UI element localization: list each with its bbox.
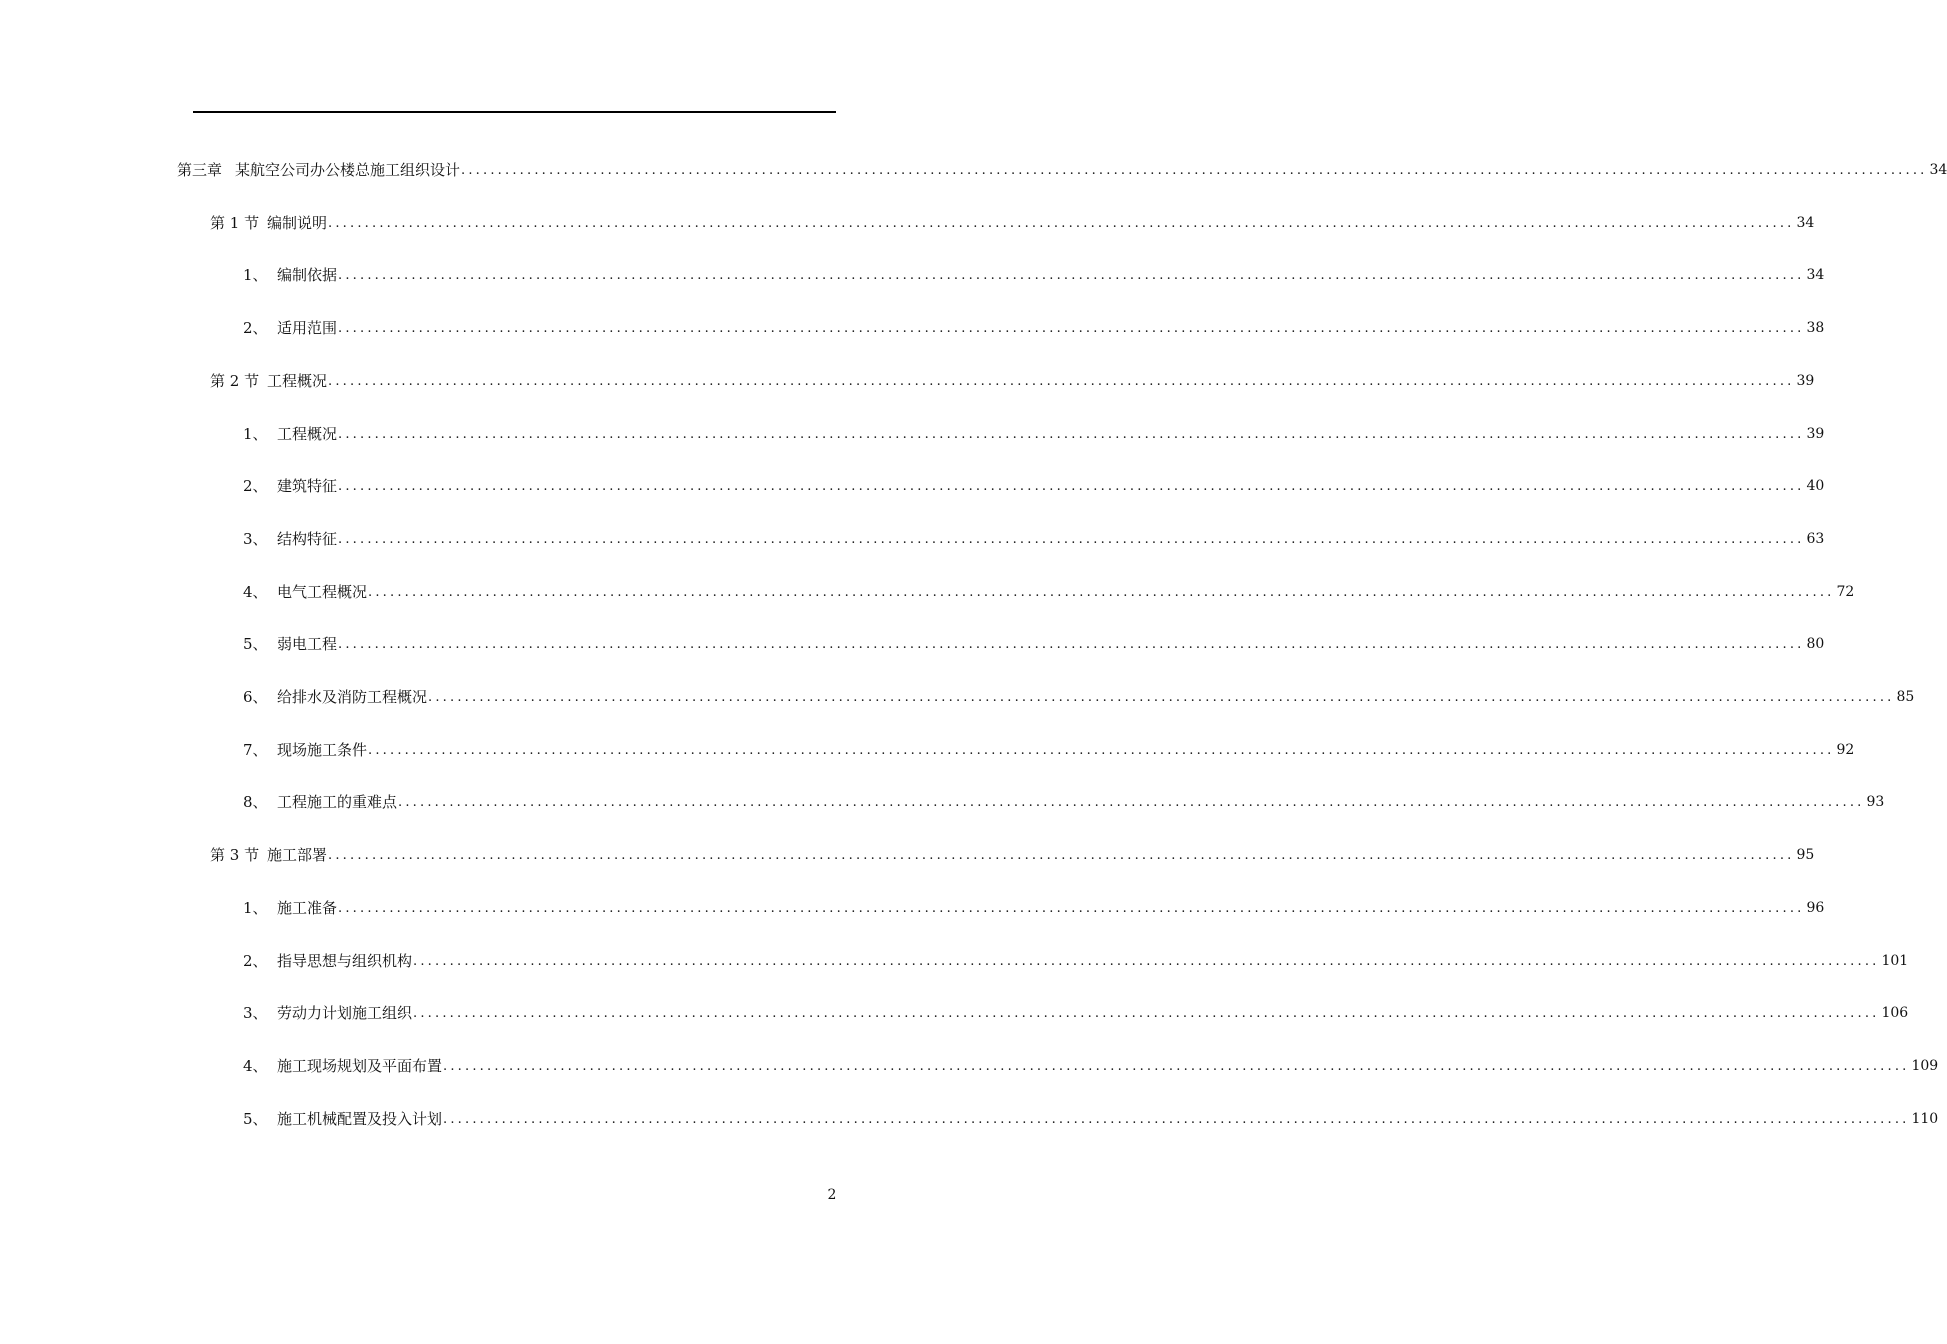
toc-entry-title: 编制依据 (277, 266, 338, 284)
toc-entry-page-number: 106 (1881, 1005, 1909, 1021)
toc-dot-leader: ........................................................................................................................................................................................................ (368, 585, 1835, 600)
toc-entry-title: 适用范围 (277, 319, 338, 337)
header-rule (193, 111, 836, 113)
toc-dot-leader: ........................................................................................................................................................................................................ (328, 848, 1795, 863)
toc-entry-number: 1、 (243, 899, 268, 917)
toc-entry-number: 6、 (243, 688, 268, 706)
toc-entry-item[interactable] (243, 633, 1825, 655)
toc-entry-chapter[interactable] (177, 159, 1947, 181)
toc-entry-number: 1、 (243, 266, 268, 284)
page-number: 2 (827, 1187, 837, 1203)
toc-entry-title: 弱电工程 (277, 635, 338, 653)
toc-entry-title: 劳动力计划施工组织 (277, 1004, 413, 1022)
toc-dot-leader: ........................................................................................................................................................................................................ (368, 743, 1835, 758)
toc-entry-title: 施工部署 (267, 846, 328, 864)
toc-entry-page-number: 39 (1796, 373, 1815, 389)
toc-entry-number: 4、 (243, 1057, 268, 1075)
toc-entry-page-number: 92 (1836, 742, 1855, 758)
toc-entry-number: 第 3 节 (210, 846, 260, 864)
toc-entry-title: 给排水及消防工程概况 (277, 688, 428, 706)
toc-dot-leader: ........................................................................................................................................................................................................ (443, 1059, 1910, 1074)
toc-entry-page-number: 85 (1896, 689, 1915, 705)
toc-dot-leader: ........................................................................................................................................................................................................ (398, 795, 1865, 810)
toc-entry-number: 5、 (243, 1110, 268, 1128)
toc-entry-title: 施工准备 (277, 899, 338, 917)
toc-entry-number: 1、 (243, 425, 268, 443)
toc-dot-leader: ........................................................................................................................................................................................................ (428, 690, 1895, 705)
toc-entry-number: 第 2 节 (210, 372, 260, 390)
toc-entry-page-number: 101 (1881, 953, 1909, 969)
toc-entry-page-number: 109 (1911, 1058, 1939, 1074)
toc-entry-number: 2、 (243, 952, 268, 970)
toc-entry-number: 第 1 节 (210, 214, 260, 232)
toc-dot-leader: ........................................................................................................................................................................................................ (338, 321, 1805, 336)
toc-entry-title: 结构特征 (277, 530, 338, 548)
toc-entry-title: 施工机械配置及投入计划 (277, 1110, 443, 1128)
toc-entry-title: 施工现场规划及平面布置 (277, 1057, 443, 1075)
toc-entry-number: 第三章 (177, 161, 223, 179)
toc-entry-item[interactable] (243, 739, 1855, 761)
toc-entry-page-number: 34 (1806, 267, 1825, 283)
toc-entry-item[interactable] (243, 475, 1825, 497)
toc-dot-leader: ........................................................................................................................................................................................................ (338, 637, 1805, 652)
toc-entry-page-number: 72 (1836, 584, 1855, 600)
toc-entry-title: 编制说明 (267, 214, 328, 232)
toc-entry-number: 3、 (243, 1004, 268, 1022)
toc-entry-item[interactable] (243, 264, 1825, 286)
toc-entry-item[interactable] (243, 1108, 1939, 1130)
toc-entry-title: 某航空公司办公楼总施工组织设计 (235, 161, 461, 179)
toc-dot-leader: ........................................................................................................................................................................................................ (338, 479, 1805, 494)
toc-entry-number: 8、 (243, 793, 268, 811)
toc-dot-leader: ........................................................................................................................................................................................................ (338, 532, 1805, 547)
toc-dot-leader: ........................................................................................................................................................................................................ (338, 427, 1805, 442)
toc-entry-page-number: 39 (1806, 426, 1825, 442)
toc-entry-title: 工程概况 (277, 425, 338, 443)
toc-entry-item[interactable] (243, 686, 1915, 708)
toc-entry-number: 4、 (243, 583, 268, 601)
toc-entry-item[interactable] (243, 791, 1885, 813)
toc-entry-title: 指导思想与组织机构 (277, 952, 413, 970)
toc-entry-page-number: 95 (1796, 847, 1815, 863)
toc-entry-item[interactable] (243, 528, 1825, 550)
toc-entry-page-number: 93 (1866, 794, 1885, 810)
toc-entry-title: 现场施工条件 (277, 741, 368, 759)
toc-entry-page-number: 96 (1806, 900, 1825, 916)
toc-entry-page-number: 63 (1806, 531, 1825, 547)
toc-dot-leader: ........................................................................................................................................................................................................ (413, 1006, 1880, 1021)
toc-entry-title: 工程施工的重难点 (277, 793, 398, 811)
toc-entry-page-number: 34 (1929, 162, 1947, 178)
toc-entry-section[interactable] (210, 370, 1815, 392)
toc-dot-leader: ........................................................................................................................................................................................................ (413, 954, 1880, 969)
toc-entry-section[interactable] (210, 212, 1815, 234)
toc-dot-leader: ........................................................................................................................................................................................................ (338, 901, 1805, 916)
toc-entry-number: 7、 (243, 741, 268, 759)
toc-entry-section[interactable] (210, 844, 1815, 866)
toc-entry-item[interactable] (243, 950, 1909, 972)
toc-entry-item[interactable] (243, 317, 1825, 339)
toc-entry-page-number: 80 (1806, 636, 1825, 652)
toc-entry-number: 2、 (243, 319, 268, 337)
toc-dot-leader: ........................................................................................................................................................................................................ (461, 163, 1928, 178)
toc-entry-page-number: 38 (1806, 320, 1825, 336)
toc-entry-item[interactable] (243, 423, 1825, 445)
toc-dot-leader: ........................................................................................................................................................................................................ (443, 1112, 1910, 1127)
toc-entry-page-number: 34 (1796, 215, 1815, 231)
toc-dot-leader: ........................................................................................................................................................................................................ (338, 268, 1805, 283)
toc-entry-item[interactable] (243, 581, 1855, 603)
toc-entry-number: 5、 (243, 635, 268, 653)
toc-entry-title: 工程概况 (267, 372, 328, 390)
toc-entry-number: 3、 (243, 530, 268, 548)
toc-entry-page-number: 40 (1806, 478, 1825, 494)
toc-entry-title: 建筑特征 (277, 477, 338, 495)
toc-entry-page-number: 110 (1911, 1111, 1939, 1127)
toc-entry-number: 2、 (243, 477, 268, 495)
toc-entry-item[interactable] (243, 1055, 1939, 1077)
toc-entry-item[interactable] (243, 897, 1825, 919)
toc-dot-leader: ........................................................................................................................................................................................................ (328, 216, 1795, 231)
toc-dot-leader: ........................................................................................................................................................................................................ (328, 374, 1795, 389)
toc-entry-item[interactable] (243, 1002, 1909, 1024)
toc-entry-title: 电气工程概况 (277, 583, 368, 601)
